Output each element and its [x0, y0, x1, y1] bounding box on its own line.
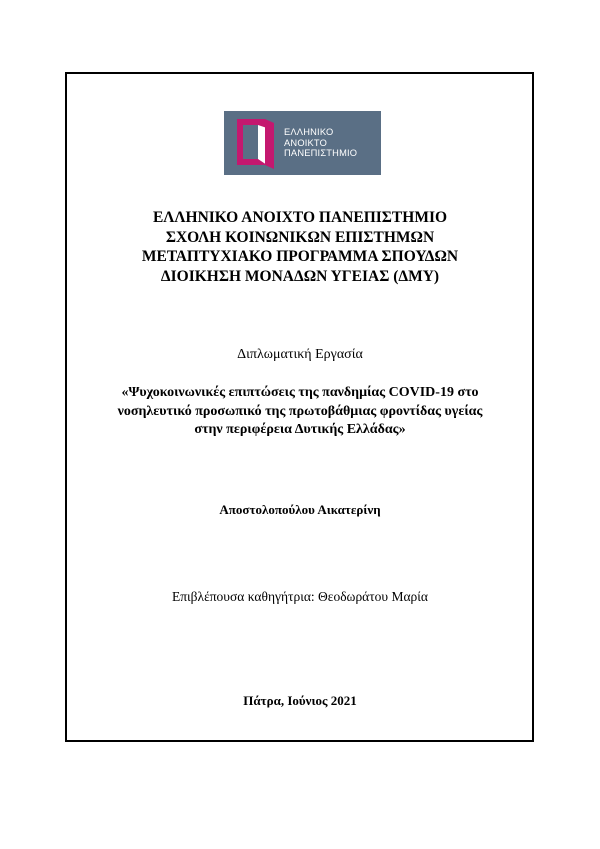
logo-line: ΑΝΟΙΚΤΟ [284, 137, 328, 148]
place-and-date: Πάτρα, Ιούνιος 2021 [243, 693, 357, 708]
institution-line-program: ΜΕΤΑΠΤΥΧΙΑΚΟ ΠΡΟΓΡΑΜΜΑ ΣΠΟΥΔΩΝ [141, 248, 459, 265]
author-name: Αποστολοπούλου Αικατερίνη [219, 502, 381, 517]
logo-book-icon [224, 111, 284, 175]
institution-line-specialization: ΔΙΟΙΚΗΣΗ ΜΟΝΑΔΩΝ ΥΓΕΙΑΣ (ΔΜΥ) [160, 267, 440, 285]
logo-wordmark [284, 127, 357, 159]
university-logo [224, 111, 381, 175]
institution-line-university: ΕΛΛΗΝΙΚΟ ΑΝΟΙΧΤΟ ΠΑΝΕΠΙΣΤΗΜΙΟ [152, 209, 448, 226]
supervisor-line: Επιβλέπουσα καθηγήτρια: Θεοδωράτου Μαρία [171, 589, 429, 604]
document-type: Διπλωματική Εργασία [237, 347, 363, 362]
thesis-title-line: στην περιφέρεια Δυτικής Ελλάδας» [194, 422, 406, 437]
logo-line: ΠΑΝΕΠΙΣΤΗΜΙΟ [284, 148, 358, 158]
thesis-title [66, 384, 534, 440]
thesis-title-line: «Ψυχοκοινωνικές επιπτώσεις της πανδημίας COVID-19 στο [121, 385, 479, 400]
logo-line: ΕΛΛΗΝΙΚΟ [284, 127, 334, 137]
thesis-title-line: νοσηλευτικό προσωπικό της πρωτοβάθμιας φροντίδας υγείας [117, 403, 483, 419]
institution-line-school: ΣΧΟΛΗ ΚΟΙΝΩΝΙΚΩΝ ΕΠΙΣΤΗΜΩΝ [165, 228, 435, 246]
institution-heading [66, 208, 534, 286]
